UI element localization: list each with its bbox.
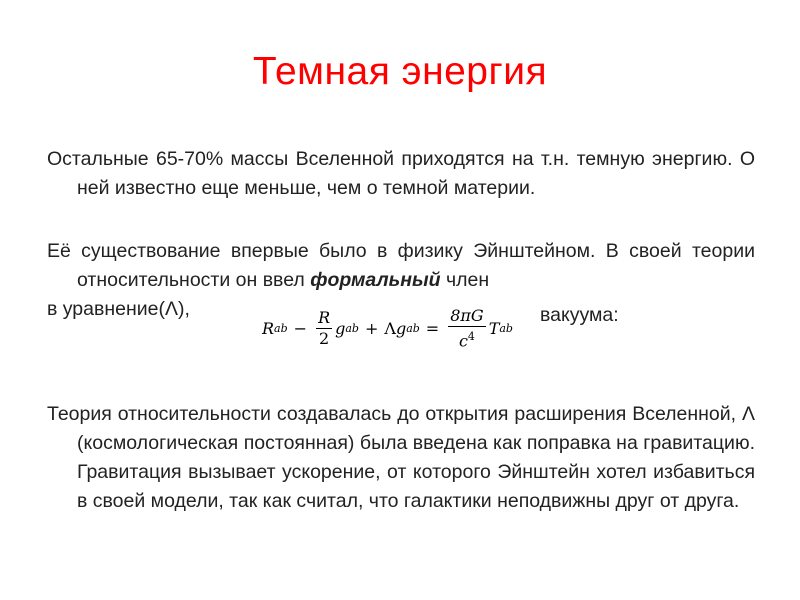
formula-R: R [262, 319, 275, 339]
formula-equals: = [425, 319, 440, 339]
emphasis-formal: формальный [310, 269, 441, 291]
formula-sub-ab: ab [345, 322, 359, 336]
formula-fraction-r-over-2 [316, 308, 332, 349]
formula-numerator: 8πG [450, 306, 484, 325]
paragraph-text: в уравнение(Λ), [47, 298, 190, 320]
formula-denominator: 2 [318, 329, 330, 349]
formula-minus: − [293, 319, 308, 339]
formula-sub-ab: ab [274, 322, 288, 336]
formula-g: g [335, 319, 346, 339]
formula-fraction-8pig-over-c4 [448, 306, 485, 351]
formula-sub-ab: ab [406, 322, 420, 336]
formula-T: T [488, 319, 500, 339]
einstein-field-equation [262, 306, 513, 351]
formula-lambda: Λ [384, 319, 396, 339]
formula-denominator [459, 327, 475, 351]
formula-sub-ab: ab [499, 322, 513, 336]
formula-sup-4: 4 [467, 330, 475, 343]
paragraph-cosmological-constant: Теория относительности создавалась до открытия расширения Вселенной, Λ (космологическая постоянная) была введена как поправка на гравитацию. Гравитация вызывает ускорение, от которого Эйнштейн хотел избавиться в своей модели, так как считал, что галактики неподвижны друг от друга. [47, 403, 755, 512]
paragraph-text: Её существование впервые было в физику Эйнштейном. В своей теории относительности он ввел [47, 240, 755, 291]
formula-g: g [395, 319, 407, 339]
paragraph-vacuum-fragment: вакуума: [540, 301, 619, 330]
paragraph-dark-energy-share: Остальные 65-70% массы Вселенной приходятся на т.н. темную энергию. О ней известно еще меньше, чем о темной материи. [47, 148, 755, 199]
paragraph-text: член [440, 269, 490, 291]
formula-c: c [458, 331, 468, 351]
formula-numerator: R [318, 308, 331, 328]
formula-plus: + [364, 319, 379, 339]
slide-title: Темная энергия [252, 50, 548, 93]
